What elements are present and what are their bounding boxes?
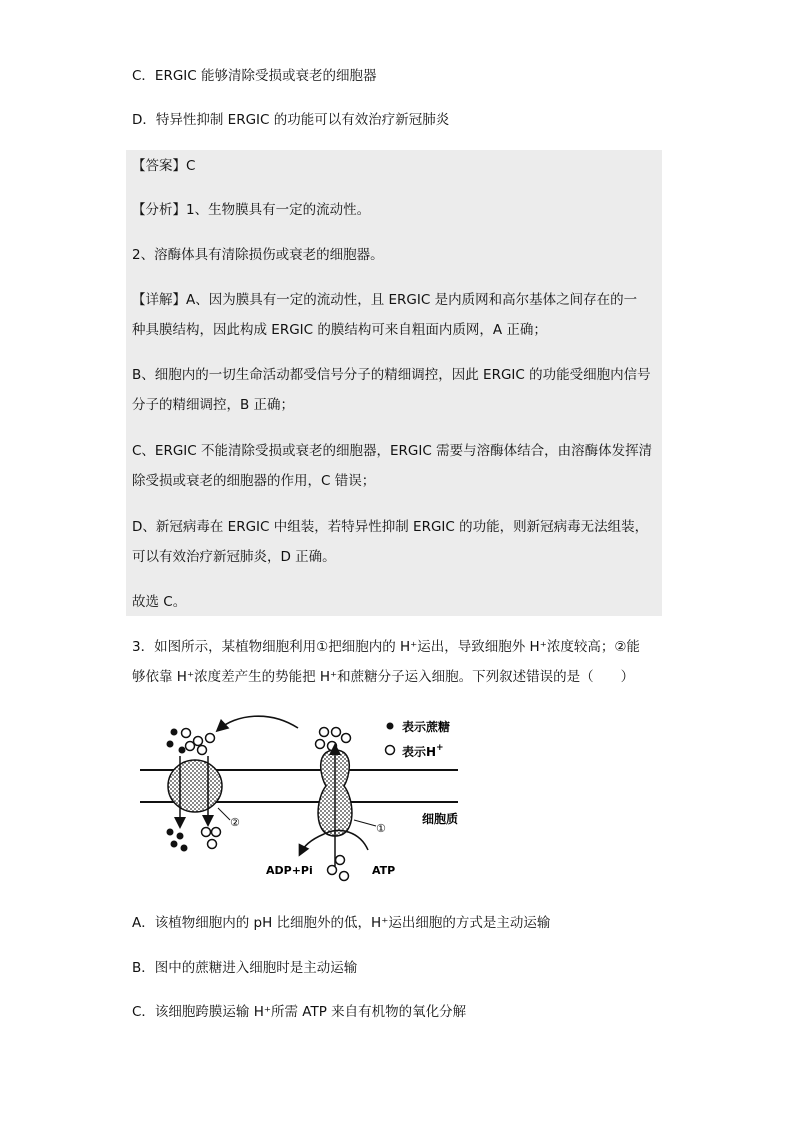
sucrose-molecule (167, 829, 174, 836)
detail-d-line-1: D、新冠病毒在 ERGIC 中组装，若特异性抑制 ERGIC 的功能，则新冠病毒无法组装， (132, 519, 649, 535)
h-ion (198, 746, 207, 755)
detail-c-line-1: C、ERGIC 不能清除受损或衰老的细胞器，ERGIC 需要与溶酶体结合，由溶酶体发挥清 (132, 443, 653, 459)
membrane-transport-figure (140, 706, 470, 890)
h-ion (316, 740, 325, 749)
option-b: B．图中的蔗糖进入细胞时是主动运输 (132, 960, 358, 976)
h-ion (342, 734, 351, 743)
detail-a-line-2: 种具膜结构，因此构成 ERGIC 的膜结构可来自粗面内质网，A 正确； (132, 322, 547, 338)
conclusion-line: 故选 C。 (132, 594, 187, 610)
detail-b-line-2: 分子的精细调控，B 正确； (132, 397, 295, 413)
h-ion (320, 728, 329, 737)
legend-h-text: 表示H (402, 745, 437, 759)
h-ion (328, 866, 337, 875)
legend-h-symbol (386, 746, 395, 755)
atp-label: ATP (372, 864, 396, 877)
option-d-prev: D．特异性抑制 ERGIC 的功能可以有效治疗新冠肺炎 (132, 112, 450, 128)
detail-a-line-1: 【详解】A、因为膜具有一定的流动性，且 ERGIC 是内质网和高尔基体之间存在的一 (132, 292, 638, 308)
sucrose-molecule (167, 741, 174, 748)
sucrose-molecule (181, 845, 188, 852)
detail-c-line-2: 除受损或衰老的细胞器的作用，C 错误； (132, 473, 376, 489)
label-2: ② (230, 816, 240, 829)
sucrose-molecule (171, 841, 178, 848)
adp-label: ADP+Pi (266, 864, 313, 877)
detail-d-line-2: 可以有效治疗新冠肺炎，D 正确。 (132, 549, 336, 565)
cotransporter-protein (168, 760, 222, 812)
legend-h-label (402, 743, 444, 759)
h-ion (340, 872, 349, 881)
sucrose-molecule (179, 747, 186, 754)
h-ion (206, 734, 215, 743)
h-ion (336, 856, 345, 865)
label-2-leader (218, 808, 230, 820)
sucrose-molecule (171, 729, 178, 736)
cytoplasm-label: 细胞质 (422, 812, 459, 826)
label-1: ① (376, 822, 386, 835)
sucrose-molecule (177, 833, 184, 840)
analysis-point-2: 2、溶酶体具有清除损伤或衰老的细胞器。 (132, 247, 384, 263)
detail-b-line-1: B、细胞内的一切生命活动都受信号分子的精细调控，因此 ERGIC 的功能受细胞内信号 (132, 367, 651, 383)
answer-line: 【答案】C (132, 158, 196, 174)
legend-h-sup: + (436, 743, 444, 753)
label-1-leader (354, 820, 376, 826)
h-return-arrow (218, 716, 298, 730)
h-ion (332, 728, 341, 737)
h-ion (212, 828, 221, 837)
legend-sucrose-symbol (387, 723, 394, 730)
h-ion (186, 742, 195, 751)
question-3-stem-line-1: 3．如图所示，某植物细胞利用①把细胞内的 H⁺运出，导致细胞外 H⁺浓度较高；②能 (132, 639, 640, 655)
legend-sucrose-label: 表示蔗糖 (402, 720, 451, 734)
option-c: C．该细胞跨膜运输 H⁺所需 ATP 来自有机物的氧化分解 (132, 1004, 467, 1020)
analysis-point-1: 【分析】1、生物膜具有一定的流动性。 (132, 202, 371, 218)
option-a: A．该植物细胞内的 pH 比细胞外的低，H⁺运出细胞的方式是主动运输 (132, 915, 551, 931)
option-c-prev: C．ERGIC 能够清除受损或衰老的细胞器 (132, 68, 377, 84)
h-ion (202, 828, 211, 837)
question-3-stem-line-2: 够依靠 H⁺浓度差产生的势能把 H⁺和蔗糖分子运入细胞。下列叙述错误的是（ ） (132, 669, 635, 685)
h-ion (208, 840, 217, 849)
h-ion (182, 729, 191, 738)
